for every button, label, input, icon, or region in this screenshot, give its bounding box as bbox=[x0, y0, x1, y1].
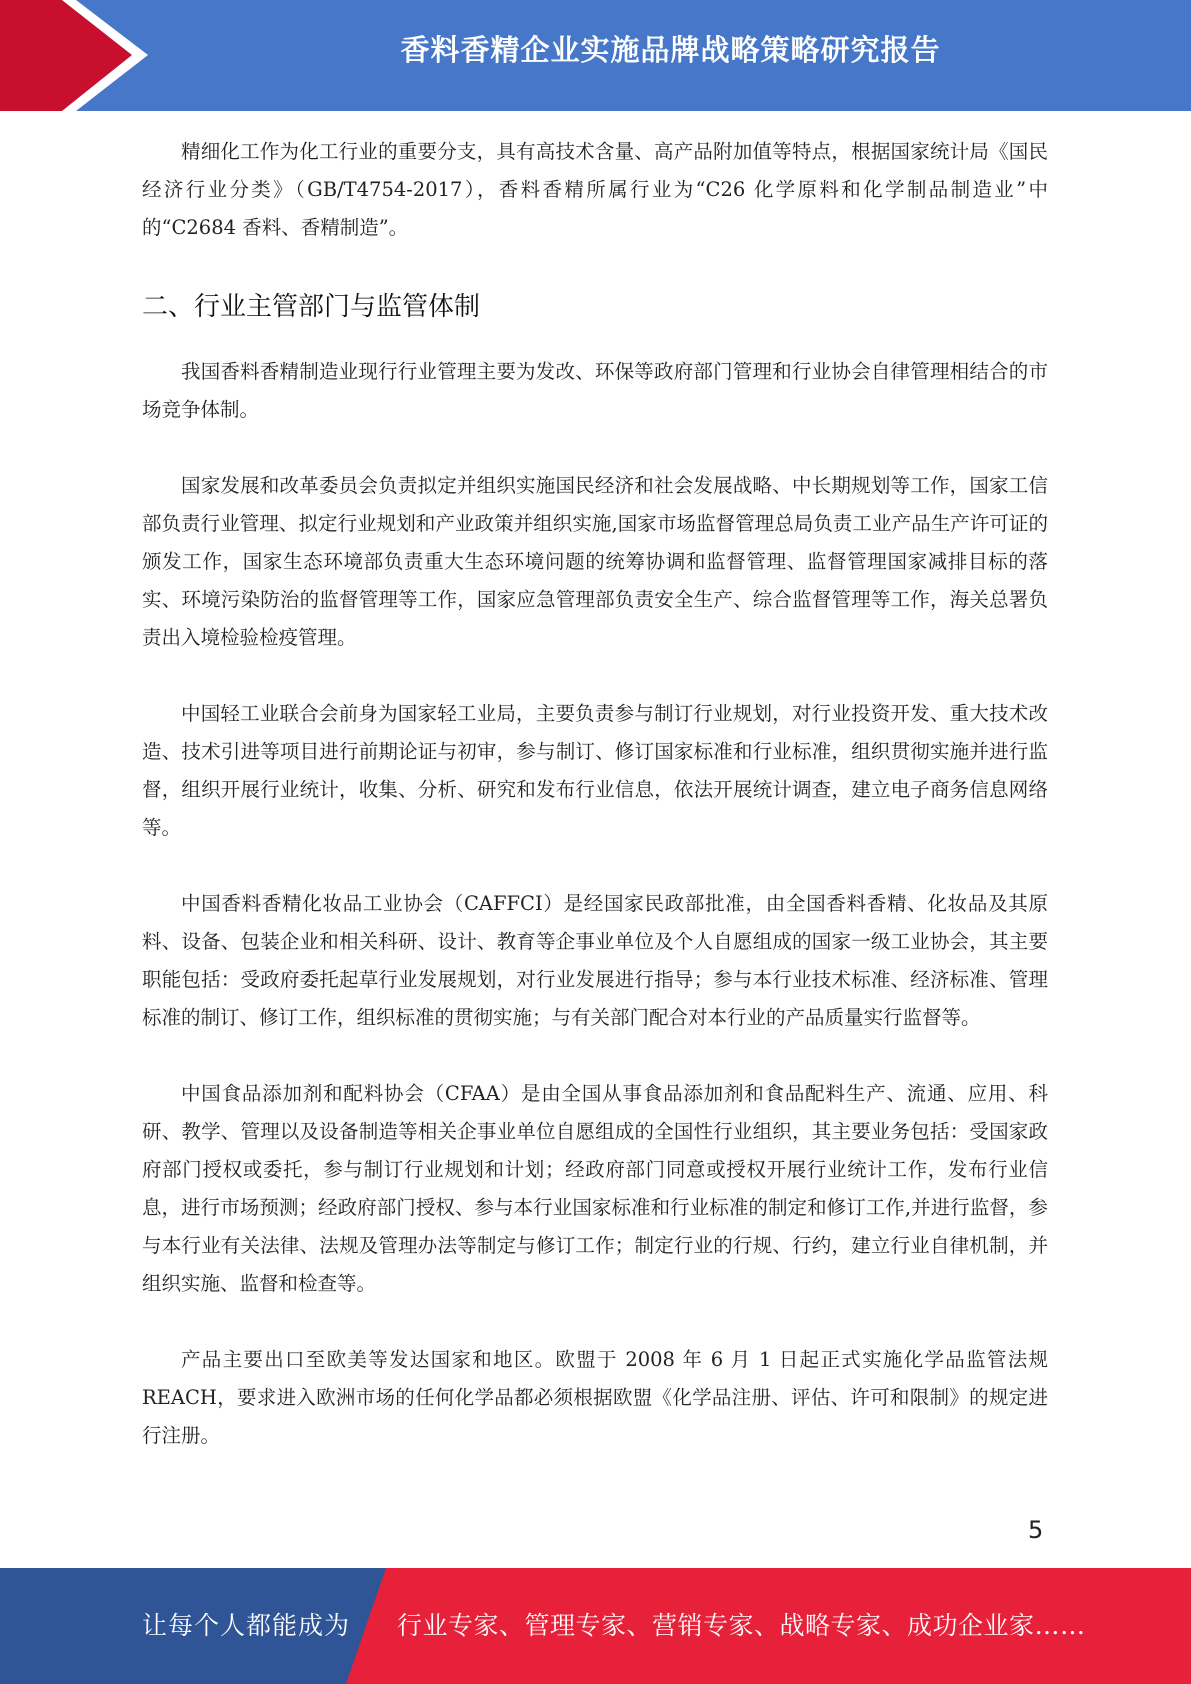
footer-slogan-left: 让每个人都能成为 bbox=[142, 1611, 351, 1640]
paragraph-caffci: 中国香料香精化妆品工业协会（CAFFCI）是经国家民政部批准，由全国香料香精、化妆品及其原料、设备、包装企业和相关科研、设计、教育等企事业单位及个人自愿组成的国家一级工业协会，其主要职能包括：受政府委托起草行业发展规划，对行业发展进行指导；参与本行业技术标准、经济标准、管理标准的制订、修订工作，组织标准的贯彻实施；与有关部门配合对本行业的产品质量实行监督等。 bbox=[142, 892, 1048, 1029]
paragraph-government-departments: 国家发展和改革委员会负责拟定并组织实施国民经济和社会发展战略、中长期规划等工作，国家工信部负责行业管理、拟定行业规划和产业政策并组织实施,国家市场监督管理总局负责工业产品生产许可证的颁发工作，国家生态环境部负责重大生态环境问题的统筹协调和监督管理、监督管理国家减排目标的落实、环境污染防治的监督管理等工作，国家应急管理部负责安全生产、综合监督管理等工作，海关总署负责出入境检验检疫管理。 bbox=[142, 474, 1048, 649]
section-heading: 二、行业主管部门与监管体制 bbox=[142, 292, 481, 322]
paragraph-light-industry-federation: 中国轻工业联合会前身为国家轻工业局，主要负责参与制订行业规划，对行业投资开发、重大技术改造、技术引进等项目进行前期论证与初审，参与制订、修订国家标准和行业标准，组织贯彻实施并进行监督，组织开展行业统计，收集、分析、研究和发布行业信息，依法开展统计调查，建立电子商务信息网络等。 bbox=[142, 702, 1048, 839]
main-content bbox=[142, 133, 1048, 1493]
page-footer bbox=[0, 1568, 1191, 1684]
chevron-arrow-icon bbox=[0, 0, 160, 111]
paragraph-management-system: 我国香料香精制造业现行行业管理主要为发改、环保等政府部门管理和行业协会自律管理相结合的市场竞争体制。 bbox=[142, 360, 1048, 421]
report-title: 香料香精企业实施品牌战略策略研究报告 bbox=[400, 33, 941, 67]
paragraph-reach-export: 产品主要出口至欧美等发达国家和地区。欧盟于 2008 年 6 月 1 日起正式实施化学品监管法规REACH，要求进入欧洲市场的任何化学品都必须根据欧盟《化学品注册、评估、许可和限制》的规定进行注册。 bbox=[142, 1348, 1048, 1447]
paragraph-industry-classification: 精细化工作为化工行业的重要分支，具有高技术含量、高产品附加值等特点，根据国家统计局《国民经济行业分类》（GB/T4754-2017），香料香精所属行业为“C26 化学原料和化学制品制造业”中的“C2684 香料、香精制造”。 bbox=[142, 140, 1048, 239]
paragraph-cfaa: 中国食品添加剂和配料协会（CFAA）是由全国从事食品添加剂和食品配料生产、流通、应用、科研、教学、管理以及设备制造等相关企事业单位自愿组成的全国性行业组织，其主要业务包括：受国家政府部门授权或委托，参与制订行业规划和计划；经政府部门同意或授权开展行业统计工作，发布行业信息，进行市场预测；经政府部门授权、参与本行业国家标准和行业标准的制定和修订工作,并进行监督，参与本行业有关法律、法规及管理办法等制定与修订工作；制定行业的行规、行约，建立行业自律机制，并组织实施、监督和检查等。 bbox=[142, 1082, 1048, 1295]
footer-slogan-right: 行业专家、管理专家、营销专家、战略专家、成功企业家…… bbox=[397, 1611, 1086, 1640]
page-header bbox=[0, 0, 1191, 111]
page-number: 5 bbox=[1028, 1516, 1044, 1544]
